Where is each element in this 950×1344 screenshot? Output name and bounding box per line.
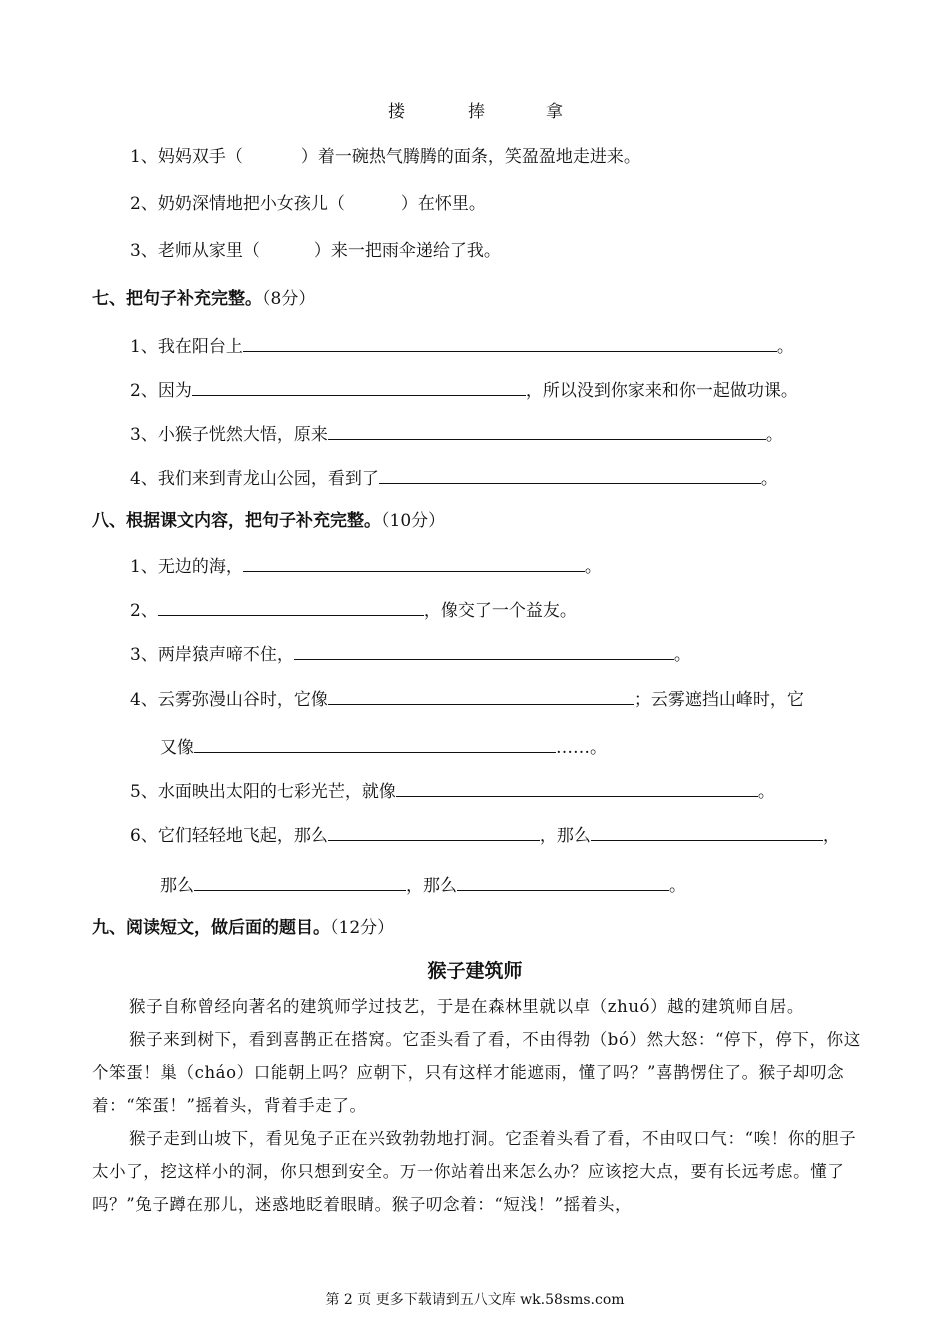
sentence-item: 6、它们轻轻地飞起，那么 ，那么 ， <box>130 822 840 848</box>
answer-line[interactable] <box>591 822 823 841</box>
story-title: 猴子建筑师 <box>427 960 523 982</box>
word-bank-item: 搂 <box>388 102 405 122</box>
sentence-item: 3、两岸猿声啼不住， 。 <box>130 641 691 667</box>
section-heading: 八、根据课文内容，把句子补充完整。（10分） <box>92 511 446 531</box>
answer-line[interactable] <box>396 778 758 797</box>
sentence-item: 2、 ，像交了一个益友。 <box>130 597 577 623</box>
sentence-item: 5、水面映出太阳的七彩光芒，就像 。 <box>130 778 775 804</box>
section-heading: 九、阅读短文，做后面的题目。（12分） <box>92 918 395 938</box>
answer-line[interactable] <box>243 553 585 572</box>
sentence-item-continued: 那么 ，那么 。 <box>160 872 686 898</box>
answer-line[interactable] <box>243 333 777 352</box>
answer-line[interactable] <box>328 421 766 440</box>
word-bank-item: 拿 <box>546 102 563 122</box>
sentence-item: 1、我在阳台上 。 <box>130 333 794 359</box>
section-heading: 七、把句子补充完整。（8分） <box>92 289 316 309</box>
story-paragraph: 猴子自称曾经向著名的建筑师学过技艺，于是在森林里就以卓（zhuó）越的建筑师自居。 <box>129 997 804 1016</box>
fill-word-item: 2、奶奶深情地把小女孩儿（ ）在怀里。 <box>130 194 486 214</box>
sentence-item: 1、无边的海， 。 <box>130 553 602 579</box>
answer-line[interactable] <box>192 377 526 396</box>
answer-line[interactable] <box>328 822 540 841</box>
fill-word-item: 3、老师从家里（ ）来一把雨伞递给了我。 <box>130 241 501 261</box>
sentence-item-continued: 又像 ……。 <box>160 734 607 760</box>
answer-line[interactable] <box>457 872 669 891</box>
answer-line[interactable] <box>294 641 674 660</box>
word-bank-item: 捧 <box>468 102 485 122</box>
answer-line[interactable] <box>194 734 556 753</box>
answer-line[interactable] <box>194 872 406 891</box>
answer-line[interactable] <box>328 686 634 705</box>
sentence-item: 3、小猴子恍然大悟，原来 。 <box>130 421 783 447</box>
story-paragraph: 猴子来到树下，看到喜鹊正在搭窝。它歪头看了看，不由得勃（bó）然大怒：“停下，停下，你这个笨蛋！巢（cháo）口能朝上吗？应朝下，只有这样才能遮雨，懂了吗？”喜鹊愣住了。猴子却叨念着：“笨蛋！”摇着头，背着手走了。 <box>92 1030 861 1115</box>
story-body <box>92 990 868 1221</box>
sentence-item: 4、云雾弥漫山谷时，它像 ；云雾遮挡山峰时，它 <box>130 686 804 712</box>
fill-word-item: 1、妈妈双手（ ）着一碗热气腾腾的面条，笑盈盈地走进来。 <box>130 147 641 167</box>
answer-line[interactable] <box>158 597 424 616</box>
word-bank <box>388 100 563 124</box>
page-footer: 第 2 页 更多下载请到五八文库 wk.58sms.com <box>325 1292 625 1308</box>
sentence-item: 2、因为 ，所以没到你家来和你一起做功课。 <box>130 377 798 403</box>
sentence-item: 4、我们来到青龙山公园，看到了 。 <box>130 465 778 491</box>
story-paragraph: 猴子走到山坡下，看见兔子正在兴致勃勃地打洞。它歪着头看了看，不由叹口气：“唉！你的胆子太小了，挖这样小的洞，你只想到安全。万一你站着出来怎么办？应该挖大点，要有长远考虑。懂了吗？”兔子蹲在那儿，迷惑地眨着眼睛。猴子叨念着：“短浅！”摇着头， <box>92 1129 857 1214</box>
answer-line[interactable] <box>379 465 761 484</box>
